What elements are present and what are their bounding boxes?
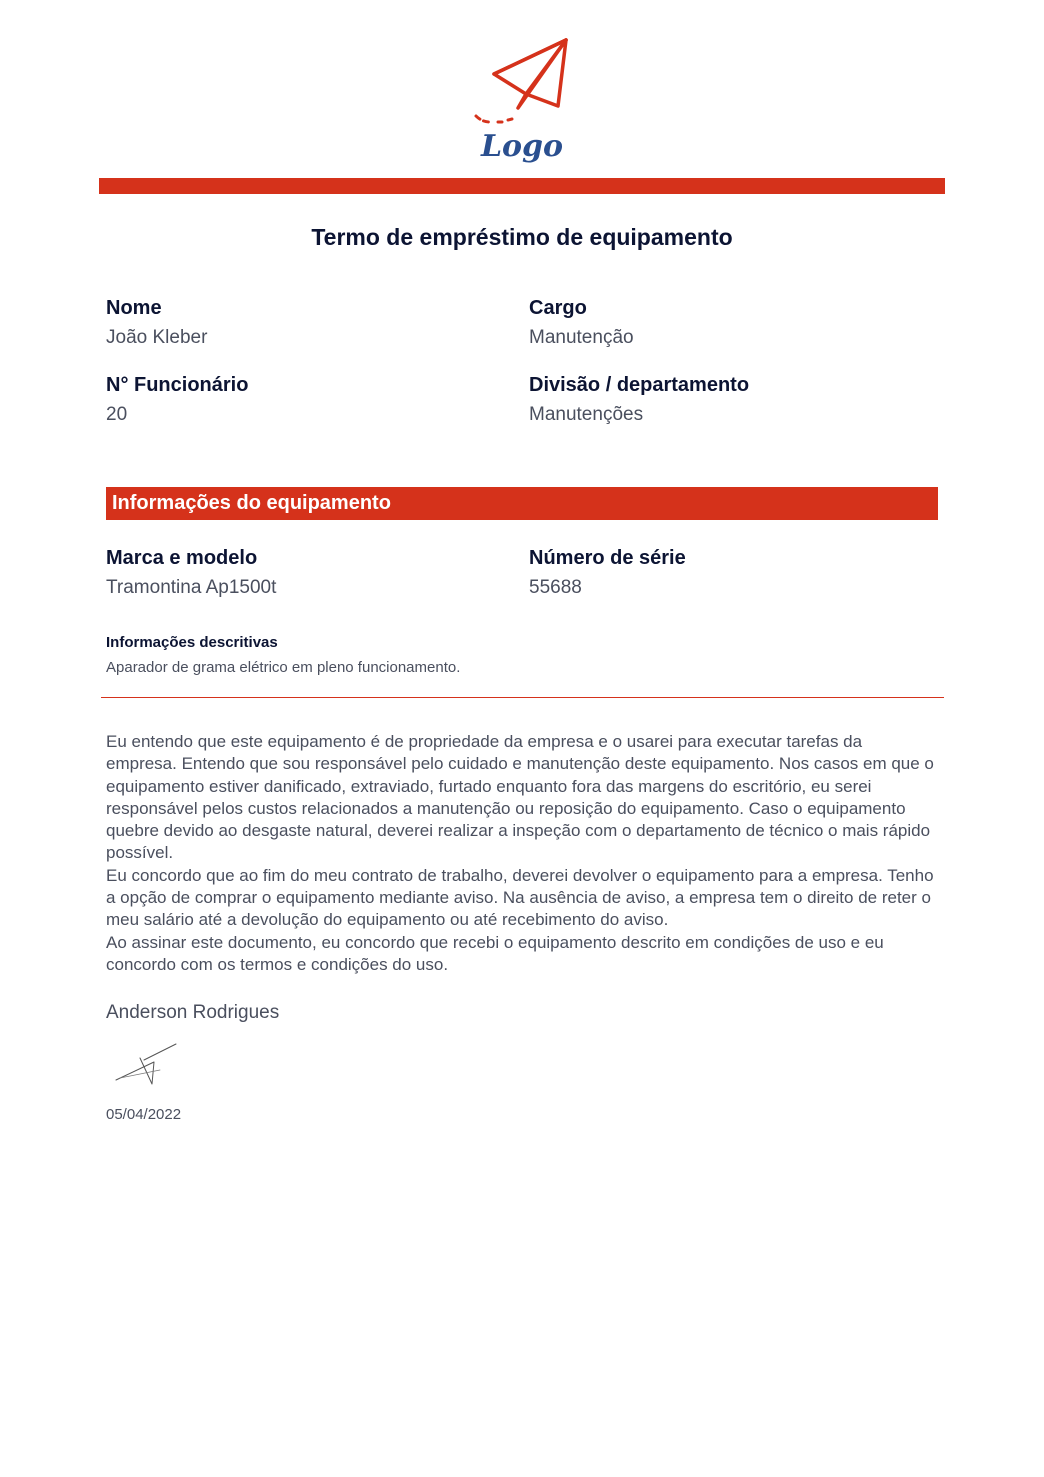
- employee-role-field: [529, 296, 929, 350]
- section-divider: [101, 697, 944, 698]
- equipment-brand-field: [106, 546, 506, 600]
- terms-paragraph: Eu concordo que ao fim do meu contrato de trabalho, deverei devolver o equipamento para a empresa. Tenho a opção de comprar o equipamento mediante aviso. Na ausência de aviso, a empresa tem o direito de reter o meu salário até a devolução do equipamento ou até recebimento do aviso.: [106, 865, 934, 930]
- equipment-brand-label: Marca e modelo: [106, 547, 258, 569]
- handwritten-signature-icon: [110, 1040, 182, 1088]
- employee-division-label: Divisão / departamento: [529, 374, 750, 396]
- equipment-serial-field: [529, 546, 929, 600]
- employee-id-label: N° Funcionário: [106, 374, 249, 396]
- equipment-description-label: Informações descritivas: [106, 634, 278, 651]
- equipment-description-value: Aparador de grama elétrico em pleno funcionamento.: [106, 659, 461, 676]
- terms-paragraph: Ao assinar este documento, eu concordo que recebi o equipamento descrito em condições de uso e eu concordo com os termos e condições do uso.: [106, 932, 884, 974]
- employee-name-value: João Kleber: [106, 327, 208, 348]
- header-accent-bar: [99, 178, 945, 194]
- employee-division-value: Manutenções: [529, 404, 644, 425]
- equipment-brand-value: Tramontina Ap1500t: [106, 577, 277, 598]
- terms-paragraph: Eu entendo que este equipamento é de propriedade da empresa e o usarei para executar tarefas da empresa. Entendo que sou responsável pelo cuidado e manutenção deste equipamento. Nos casos em que o equipamento estiver danificado, extraviado, furtado enquanto fora das margens do escritório, eu serei responsável pelos custos relacionados a manutenção ou reposição do equipamento. Caso o equipamento quebre devido ao desgaste natural, deverei realizar a inspeção com o departamento de técnico o mais rápido possível.: [106, 732, 934, 863]
- employee-division-field: [529, 373, 929, 427]
- logo-paper-plane-icon: [468, 36, 576, 176]
- equipment-section-title: Informações do equipamento: [112, 492, 391, 514]
- equipment-serial-value: 55688: [529, 577, 582, 598]
- logo-text: Logo: [480, 129, 564, 164]
- terms-text: [106, 731, 936, 976]
- employee-role-value: Manutenção: [529, 327, 634, 348]
- signer-name: Anderson Rodrigues: [106, 1002, 280, 1023]
- employee-name-label: Nome: [106, 297, 162, 319]
- signature-date: 05/04/2022: [106, 1106, 182, 1123]
- employee-id-value: 20: [106, 404, 128, 425]
- document-title: Termo de empréstimo de equipamento: [311, 224, 733, 250]
- equipment-section-header: [106, 487, 938, 520]
- employee-name-field: [106, 296, 506, 350]
- employee-id-field: [106, 373, 506, 427]
- employee-role-label: Cargo: [529, 297, 587, 319]
- equipment-serial-label: Número de série: [529, 547, 686, 569]
